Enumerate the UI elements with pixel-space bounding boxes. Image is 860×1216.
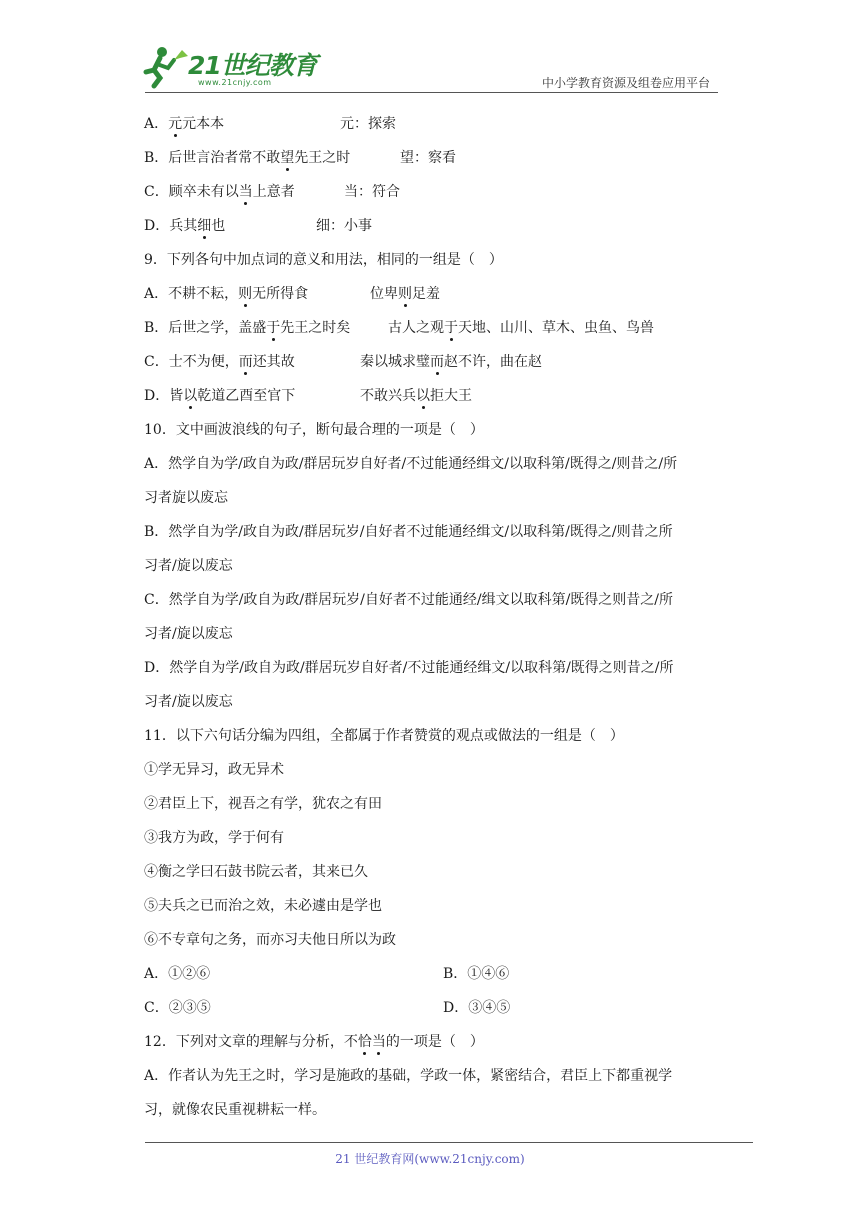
q8-option-a: A．元元本本 元：探索 <box>144 116 396 132</box>
header-platform-label: 中小学教育资源及组卷应用平台 <box>541 76 710 90</box>
q11-option-b: B．①④⑥ <box>443 966 510 982</box>
dotted-char: 于 <box>444 320 458 336</box>
dotted-char: 细 <box>197 218 212 234</box>
q10-option-a-line1: A．然学自为学/政自为政/群居玩岁自好者/不过能通经缉文/以取科第/既得之/则昔之/所 <box>144 456 678 472</box>
q12-stem: 12．下列对文章的理解与分析，不恰当的一项是（ ） <box>144 1034 484 1050</box>
q9-option-b: B．后世之学，盖盛于先王之时矣 古人之观于天地、山川、草木、虫鱼、鸟兽 <box>144 320 654 336</box>
q10-option-c-line1: C．然学自为学/政自为政/群居玩岁/自好者不过能通经/缉文以取科第/既得之则昔之/所 <box>144 592 674 608</box>
q11-stem: 11．以下六句话分编为四组，全都属于作者赞赏的观点或做法的一组是（ ） <box>144 728 624 744</box>
q12-option-a-line2: 习，就像农民重视耕耘一样。 <box>144 1102 326 1118</box>
page-header <box>0 0 860 100</box>
dotted-char: 而 <box>430 354 444 370</box>
dotted-char: 当 <box>371 1034 386 1050</box>
site-logo <box>140 44 340 94</box>
dotted-char: 则 <box>398 286 412 302</box>
logo-url: www.21cnjy.com <box>198 78 272 87</box>
q12-option-a-line1: A．作者认为先王之时，学习是施政的基础，学政一体，紧密结合，君臣上下都重视学 <box>144 1068 673 1084</box>
header-divider <box>145 92 718 93</box>
q8-option-d: D．兵其细也 细：小事 <box>144 218 372 234</box>
q10-stem: 10．文中画波浪线的句子，断句最合理的一项是（ ） <box>144 422 484 438</box>
q9-stem: 9．下列各句中加点词的意义和用法，相同的一组是（ ） <box>144 252 503 268</box>
dotted-char: 以 <box>183 388 198 404</box>
q8-option-c: C．顾卒未有以当上意者 当：符合 <box>144 184 400 200</box>
q9-option-c: C．士不为便，而还其故 秦以城求璧而赵不许，曲在赵 <box>144 354 542 370</box>
q10-option-b-line2: 习者/旋以废忘 <box>144 558 233 574</box>
footer-link[interactable]: 21 世纪教育网(www.21cnjy.com) <box>335 1152 525 1166</box>
q11-item: ⑤夫兵之已而治之效，未必遽由是学也 <box>144 898 382 914</box>
q10-option-a-line2: 习者旋以废忘 <box>144 490 228 506</box>
q10-option-d-line1: D．然学自为学/政自为政/群居玩岁自好者/不过能通经缉文/以取科第/既得之则昔之/所 <box>144 660 674 676</box>
q11-option-c: C．②③⑤ <box>144 1000 211 1016</box>
dotted-char: 而 <box>238 354 253 370</box>
running-figure-logo-icon <box>140 44 190 90</box>
q10-option-b-line1: B．然学自为学/政自为政/群居玩岁/自好者不过能通经缉文/以取科第/既得之/则昔之所 <box>144 524 673 540</box>
dotted-char: 元 <box>168 116 183 132</box>
q9-option-d: D．皆以乾道乙酉至官下 不敢兴兵以拒大王 <box>144 388 472 404</box>
q11-item: ④衡之学曰石鼓书院云者，其来已久 <box>144 864 368 880</box>
q11-option-d: D．③④⑤ <box>443 1000 511 1016</box>
q8-option-b: B．后世言治者常不敢望先王之时 望：察看 <box>144 150 456 166</box>
q11-item: ⑥不专章句之务，而亦习夫他日所以为政 <box>144 932 396 948</box>
dotted-char: 则 <box>238 286 253 302</box>
q11-item: ②君臣上下，视吾之有学，犹农之有田 <box>144 796 382 812</box>
q10-option-c-line2: 习者/旋以废忘 <box>144 626 233 642</box>
q9-option-a: A．不耕不耘，则无所得食 位卑则足羞 <box>144 286 440 302</box>
dotted-char: 当 <box>238 184 253 200</box>
dotted-char: 望 <box>280 150 295 166</box>
dotted-char: 于 <box>266 320 281 336</box>
dotted-char: 恰 <box>357 1034 372 1050</box>
dotted-char: 以 <box>416 388 430 404</box>
logo-text: 21世纪教育 <box>188 51 317 80</box>
q11-item: ①学无异习，政无异术 <box>144 762 284 778</box>
q11-item: ③我方为政，学于何有 <box>144 830 284 846</box>
footer-divider <box>145 1142 753 1143</box>
q11-option-a: A．①②⑥ <box>144 966 211 982</box>
q10-option-d-line2: 习者/旋以废忘 <box>144 694 233 710</box>
